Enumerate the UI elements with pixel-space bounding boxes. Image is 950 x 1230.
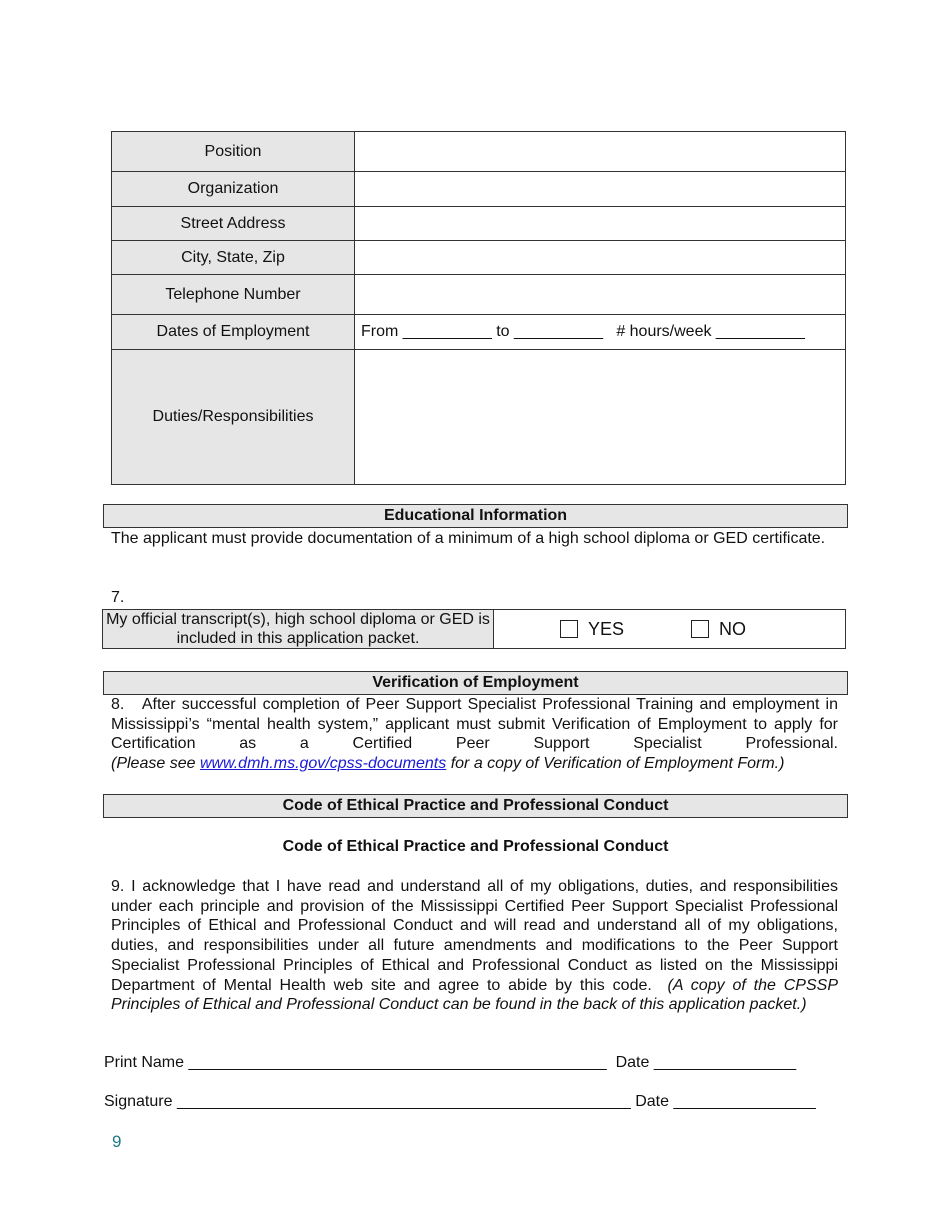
- transcript-table: [102, 609, 846, 649]
- organization-field[interactable]: [355, 172, 846, 207]
- transcript-question: My official transcript(s), high school diploma or GED is included in this application packet.: [103, 610, 494, 649]
- no-label: NO: [719, 618, 747, 639]
- verification-note: [111, 754, 838, 774]
- no-option[interactable]: [691, 619, 746, 640]
- ethics-paragraph: [111, 877, 838, 1015]
- position-label: Position: [112, 132, 355, 172]
- table-row: [112, 172, 846, 207]
- table-row: [112, 315, 846, 350]
- cpss-documents-link[interactable]: www.dmh.ms.gov/cpss-documents: [199, 755, 447, 773]
- duties-field[interactable]: [355, 350, 846, 485]
- no-checkbox[interactable]: [691, 620, 709, 638]
- verification-heading: Verification of Employment: [103, 671, 848, 695]
- signature-line[interactable]: Signature ___________________________________________________ Date ________________: [104, 1093, 816, 1110]
- employment-table: [111, 131, 846, 485]
- street-address-label: Street Address: [112, 207, 355, 241]
- city-state-zip-field[interactable]: [355, 241, 846, 275]
- education-text: The applicant must provide documentation of a minimum of a high school diploma or GED certificate.: [111, 530, 826, 547]
- dates-of-employment-field[interactable]: From __________ to __________ # hours/week __________: [355, 315, 846, 350]
- dates-of-employment-label: Dates of Employment: [112, 315, 355, 350]
- table-row: [112, 207, 846, 241]
- ethics-heading: Code of Ethical Practice and Professional Conduct: [103, 794, 848, 818]
- ethics-note: (A copy of the CPSSP Principles of Ethical and Professional Conduct can be found in the back of this application packet.): [111, 976, 838, 1014]
- transcript-options: [494, 610, 846, 649]
- item-number-7: 7.: [111, 589, 125, 606]
- yes-label: YES: [588, 618, 625, 639]
- ethics-body: [111, 877, 838, 1015]
- position-field[interactable]: [355, 132, 846, 172]
- street-address-field[interactable]: [355, 207, 846, 241]
- education-heading: Educational Information: [103, 504, 848, 528]
- verification-paragraph: [111, 695, 843, 774]
- city-state-zip-label: City, State, Zip: [112, 241, 355, 275]
- verification-text: 8. After successful completion of Peer Support Specialist Professional Training and employment in Mississippi’s “mental health system,” applicant must submit Verification of Employment to apply for Certification as a Certified Peer Support Specialist Professional.: [111, 696, 843, 753]
- page-number: 9: [112, 1132, 122, 1151]
- yes-option[interactable]: [560, 619, 624, 640]
- table-row: [112, 241, 846, 275]
- verification-note-before: (Please see: [111, 755, 200, 773]
- table-row: [112, 132, 846, 172]
- ethics-text: 9. I acknowledge that I have read and understand all of my obligations, duties, and responsibilities under each principle and provision of the Mississippi Certified Peer Support Specialist Professional Principles of Ethical and Professional Conduct and will read and understand all of my obligations, duties, and responsibilities under all future amendments and modifications to the Peer Support Specialist Professional Principles of Ethical and Professional Conduct as listed on the Mississippi Department of Mental Health web site and agree to abide by this code.: [111, 878, 838, 994]
- verification-note-after: for a copy of Verification of Employment Form.): [446, 755, 785, 773]
- print-name-line[interactable]: Print Name _______________________________________________ Date ________________: [104, 1054, 797, 1071]
- telephone-label: Telephone Number: [112, 275, 355, 315]
- telephone-field[interactable]: [355, 275, 846, 315]
- table-row: [112, 350, 846, 485]
- organization-label: Organization: [112, 172, 355, 207]
- duties-label: Duties/Responsibilities: [112, 350, 355, 485]
- table-row: [112, 275, 846, 315]
- yes-checkbox[interactable]: [560, 620, 578, 638]
- ethics-subheading: Code of Ethical Practice and Professional Conduct: [282, 838, 669, 855]
